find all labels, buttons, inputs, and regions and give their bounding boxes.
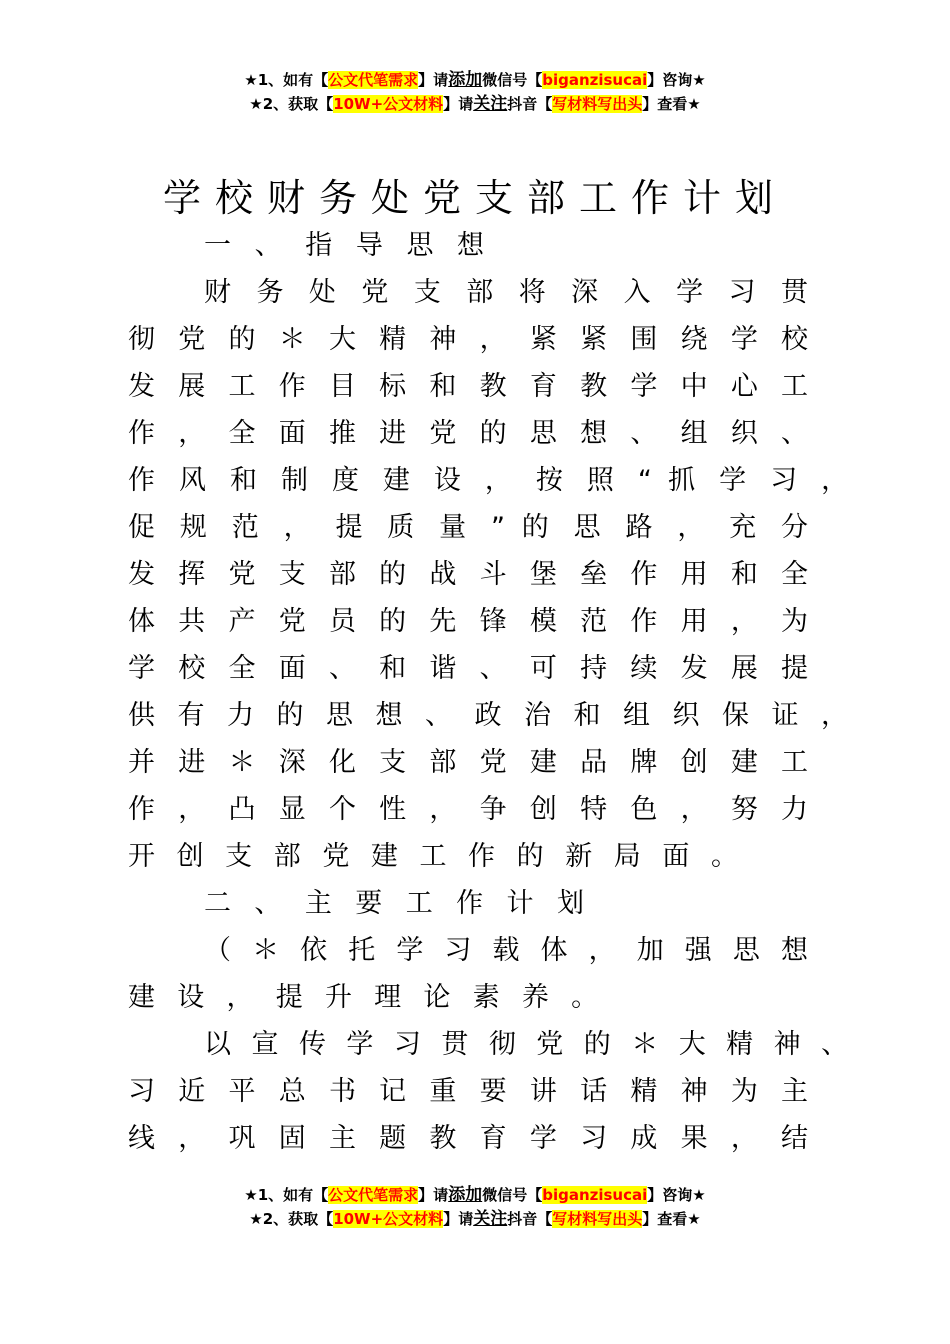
promo-text: 抖音【 [507, 95, 553, 113]
paragraph-line: 发 挥 党 支 部 的 战 斗 堡 垒 作 用 和 全 [128, 559, 809, 590]
promo-underline: 添加 [448, 70, 483, 90]
promo-text: 】请 [443, 95, 474, 113]
promo-text: 】咨询★ [647, 1186, 706, 1204]
promo-text: ★1、如有【 [244, 71, 329, 89]
promo-text: 】查看★ [642, 1210, 701, 1228]
paragraph-line: 体 共 产 党 员 的 先 锋 模 范 作 用 ， 为 [128, 606, 809, 637]
section-heading: 二 、 主 要 工 作 计 划 [204, 888, 584, 919]
promo-highlight: biganzisucai [542, 71, 648, 89]
paragraph-line: 促 规 范 ， 提 质 量 ” 的 思 路 ， 充 分 [128, 512, 809, 543]
promo-line-1 [0, 68, 950, 92]
paragraph-line: 作 ， 凸 显 个 性 ， 争 创 特 色 ， 努 力 [128, 794, 809, 825]
promo-highlight: biganzisucai [542, 1186, 648, 1204]
paragraph-line: 学 校 全 面 、 和 谐 、 可 持 续 发 展 提 [128, 653, 809, 684]
paragraph-line: 并 进 ＊ 深 化 支 部 党 建 品 牌 创 建 工 [128, 747, 809, 778]
document-title: 学校财务处党支部工作计划 [162, 176, 787, 220]
promo-highlight: 写材料写出头 [552, 95, 643, 113]
paragraph-line: 彻 党 的 ＊ 大 精 神 ， 紧 紧 围 绕 学 校 [128, 324, 809, 355]
paragraph-line: 财 务 处 党 支 部 将 深 入 学 习 贯 [204, 277, 808, 308]
paragraph-line: 习 近 平 总 书 记 重 要 讲 话 精 神 为 主 [128, 1076, 809, 1107]
promo-underline: 添加 [448, 1185, 483, 1205]
promo-underline: 关注 [473, 1209, 508, 1229]
paragraph-line: 发 展 工 作 目 标 和 教 育 教 学 中 心 工 [128, 371, 809, 402]
promo-highlight: 写材料写出头 [552, 1210, 643, 1228]
promo-text: ★1、如有【 [244, 1186, 329, 1204]
paragraph-line: 作 ， 全 面 推 进 党 的 思 想 、 组 织 、 [128, 418, 809, 449]
promo-highlight: 公文代笔需求 [328, 71, 419, 89]
paragraph-line: 作 风 和 制 度 建 设 ， 按 照 “ 抓 学 习 ， [128, 465, 849, 496]
promo-text: 】请 [418, 1186, 449, 1204]
promo-text: ★2、获取【 [249, 1210, 334, 1228]
document-body [128, 222, 848, 1162]
paragraph-line: 开 创 支 部 党 建 工 作 的 新 局 面 。 [128, 841, 738, 872]
promo-text: 】请 [443, 1210, 474, 1228]
promo-underline: 关注 [473, 94, 508, 114]
promo-line-2 [0, 1207, 950, 1231]
promo-highlight: 公文代笔需求 [328, 1186, 419, 1204]
subsection-heading: 建 设 ， 提 升 理 论 素 养 。 [128, 982, 599, 1013]
promo-text: 】查看★ [642, 95, 701, 113]
section-heading: 一 、 指 导 思 想 [204, 230, 485, 261]
promo-line-2 [0, 92, 950, 116]
promo-text: 微信号【 [482, 1186, 543, 1204]
promo-line-1 [0, 1183, 950, 1207]
promo-highlight: 10W+公文材料 [333, 1210, 444, 1228]
promo-text: 微信号【 [482, 71, 543, 89]
promo-banner-top [0, 68, 950, 116]
paragraph-line: 供 有 力 的 思 想 、 政 治 和 组 织 保 证 ， [128, 700, 848, 731]
subsection-heading: （ ＊ 依 托 学 习 载 体 ， 加 强 思 想 [204, 935, 808, 966]
promo-text: 抖音【 [507, 1210, 553, 1228]
promo-text: ★2、获取【 [249, 95, 334, 113]
promo-banner-bottom [0, 1183, 950, 1231]
paragraph-line: 线 ， 巩 固 主 题 教 育 学 习 成 果 ， 结 [128, 1123, 809, 1154]
promo-text: 】咨询★ [647, 71, 706, 89]
promo-text: 】请 [418, 71, 449, 89]
paragraph-line: 以 宣 传 学 习 贯 彻 党 的 ＊ 大 精 神 、 [204, 1029, 849, 1060]
promo-highlight: 10W+公文材料 [333, 95, 444, 113]
